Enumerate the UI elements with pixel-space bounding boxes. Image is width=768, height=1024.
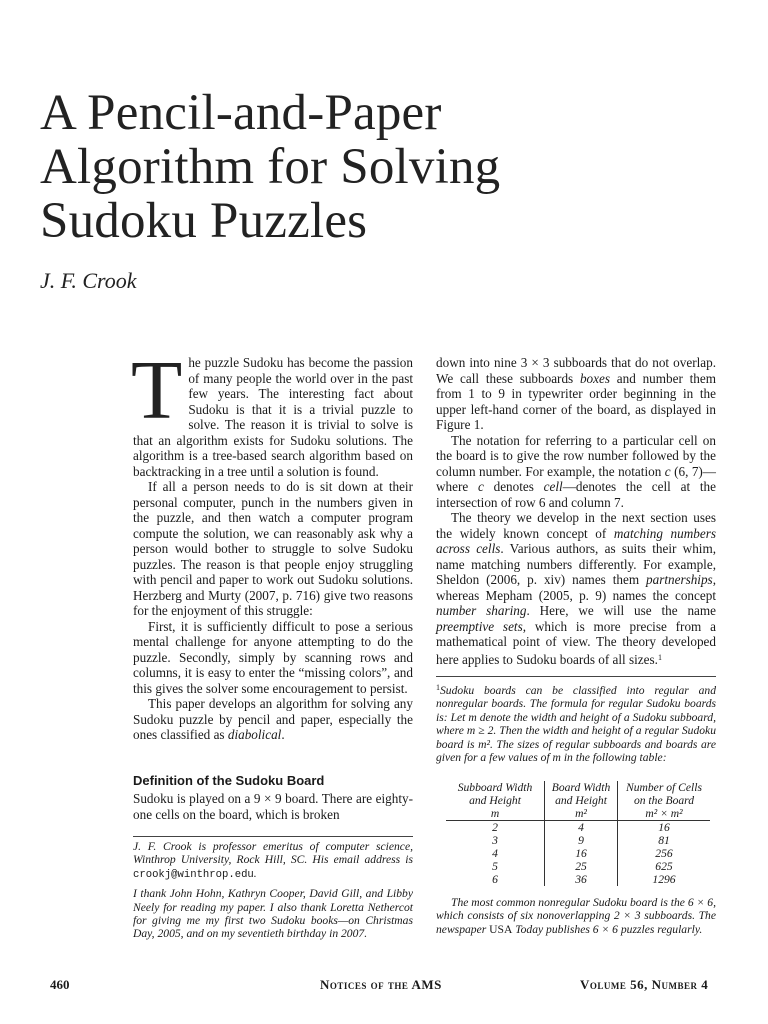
drop-cap: T <box>131 344 183 437</box>
table-cell: 4 <box>446 847 545 860</box>
footnote <box>436 681 716 769</box>
section-heading: Definition of the Sudoku Board <box>133 773 325 788</box>
table-cell: 2 <box>446 821 545 835</box>
author-affiliation: J. F. Crook is professor emeritus of computer science, Winthrop University, Rock Hill, SC. His email address is crookj@winthrop.edu. <box>133 840 413 881</box>
author-note-rule <box>133 836 413 837</box>
body-paragraph: If all a person needs to do is sit down at their personal computer, punch in the numbers given in the puzzle, and then watch a computer program compute the solution, we can reasonably ask why a person would bother to struggle to solve Sudoku puzzles. The reason is that people enjoy struggling with pencil and paper to work out Sudoku solutions. Herzberg and Murty (2007, p. 716) give two reasons for the enjoyment of this struggle: <box>133 479 413 618</box>
table-cell: 36 <box>545 873 618 886</box>
author-email: crookj@winthrop.edu <box>133 868 254 881</box>
table-cell: 81 <box>658 834 670 847</box>
table-header: Subboard Width and Height m <box>446 781 545 821</box>
table-cell: 6 <box>446 873 545 886</box>
article-title <box>40 86 740 248</box>
journal-name: Notices of the AMS <box>320 977 442 992</box>
acknowledgements: I thank John Hohn, Kathryn Cooper, David Gill, and Libby Neely for reading my paper. I also thank Loretta Nethercot for giving me my first two Sudoku books—on Christmas Day, 2005, and on my seventieth birthday in 2007. <box>133 887 413 941</box>
author-note <box>133 840 413 946</box>
footnote-text: $^1$Sudoku boards can be classified into regular and nonregular boards. The formula for regular Sudoku boards is: Let m denote the width and height of a Sudoku subboard, where m ≥ 2. Then the width and height of a regular Sudoku board is m². The sizes of regular subboards and boards are given for a few values of m in the following table: <box>436 683 716 765</box>
body-paragraph: This paper develops an algorithm for solving any Sudoku puzzle by pencil and paper, especially the ones classified as diabolical. <box>133 696 413 742</box>
table-header: Number of Cells on the Board m² × m² <box>618 781 711 821</box>
volume-number: Volume 56, Number 4 <box>580 977 709 992</box>
quote-paragraph: First, it is sufficiently difficult to pose a serious mental challenge for anyone attempting to do the puzzle. Secondly, simply by scanning rows and columns, it is easy to enter the “missing colors”, and this gives the solver some encouragement to persist. <box>133 618 413 696</box>
body-paragraph: The notation for referring to a particular cell on the board is to give the row number followed by the column number. For example, the notation c (6, 7)—where c denotes cell—denotes the cell at the intersection of row 6 and column 7. <box>436 432 716 510</box>
intro-paragraph: The puzzle Sudoku has become the passion of many people the world over in the past few years. The interesting fact about Sudoku is that it is a trivial puzzle to solve. The reason it is trivial to solve is that an algorithm exists for Sudoku solutions. The algorithm is a tree-based search algorithm based on backtracking in a tree until a solution is found. <box>131 344 413 479</box>
footnote-continuation: The most common nonregular Sudoku board is the 6 × 6, which consists of six nonoverlapping 2 × 3 subboards. The newspaper USA Today publishes 6 × 6 puzzles regularly. <box>436 896 716 936</box>
table-cell: 16 <box>545 847 618 860</box>
page-number: 460 <box>50 977 70 992</box>
table-cell: 4 <box>545 821 618 835</box>
board-size-table <box>446 781 710 886</box>
table-cell: 5 <box>446 860 545 873</box>
title-line: Algorithm for Solving <box>40 139 501 195</box>
table-cell: 9 <box>545 834 618 847</box>
title-line: Sudoku Puzzles <box>40 193 368 249</box>
section-text: Sudoku is played on a 9 × 9 board. There are eighty-one cells on the board, which is broken <box>133 791 413 822</box>
footnote-rule <box>436 676 716 677</box>
table-row <box>446 821 710 835</box>
title-line: A Pencil-and-Paper <box>40 85 442 141</box>
table-row <box>446 873 710 886</box>
right-column <box>436 355 716 667</box>
footnote-marker: 1 <box>657 652 662 662</box>
table-header: Board Width and Height m² <box>545 781 618 821</box>
body-paragraph: The theory we develop in the next section uses the widely known concept of matching numbers across cells. Various authors, as suits their whim, name matching numbers differently. For example, Sheldon (2006, p. xiv) names them partnerships, whereas Mepham (2005, p. 9) names the concept number sharing. Here, we will use the name preemptive sets, which is more precise from a mathematical point of view. The theory developed here applies to Sudoku boards of all sizes.$^1$ <box>436 510 717 667</box>
table-cell: 16 <box>658 821 670 834</box>
table-cell: 625 <box>655 860 673 873</box>
table-header-row <box>446 781 710 821</box>
body-paragraph: down into nine 3 × 3 subboards that do not overlap. We call these subboards boxes and number them from 1 to 9 in typewriter order beginning in the upper left-hand corner of the board, as displayed in Figure 1. <box>436 355 716 432</box>
table-cell: 1296 <box>652 873 676 886</box>
table-cell: 25 <box>545 860 618 873</box>
table-row <box>446 860 710 873</box>
author-name: J. F. Crook <box>40 268 137 293</box>
table-cell: 256 <box>655 847 673 860</box>
table-row <box>446 834 710 847</box>
table-row <box>446 847 710 860</box>
table-cell: 3 <box>446 834 545 847</box>
left-column <box>131 344 413 743</box>
